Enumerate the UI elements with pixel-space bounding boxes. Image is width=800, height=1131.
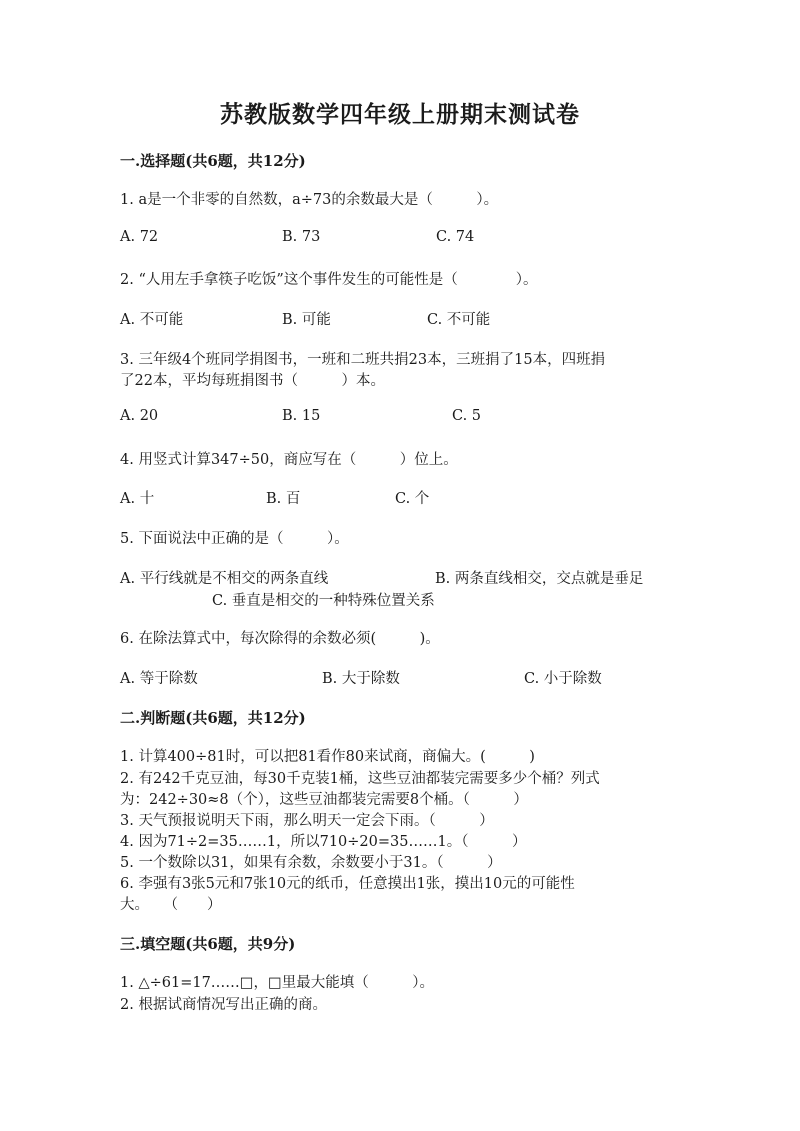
section-heading-true-false: 二.判断题(共6题，共12分) [120,709,306,727]
option-c: C. 74 [436,229,475,245]
option-b: B. 73 [282,229,321,245]
option-a: A. 等于除数 [120,671,198,687]
option-a: A. 72 [120,229,159,245]
option-a: A. 平行线就是不相交的两条直线 [120,571,329,587]
option-b: B. 两条直线相交，交点就是垂足 [435,571,644,587]
statement-line: 5. 一个数除以31，如果有余数，余数要小于31。（ ） [120,855,502,871]
statement-line: 4. 因为71÷2=35……1，所以710÷20=35……1。（ ） [120,834,527,850]
question-stem: 1. a是一个非零的自然数，a÷73的余数最大是（ ）。 [120,192,499,208]
question-stem: 6. 在除法算式中，每次除得的余数必须( )。 [120,631,440,647]
section-heading-fill-blank: 三.填空题(共6题，共9分) [120,935,296,953]
option-c: C. 小于除数 [524,671,602,687]
option-a: A. 20 [120,408,159,424]
question-stem: 2. “人用左手拿筷子吃饭”这个事件发生的可能性是（ ）。 [120,272,538,288]
section-heading-choice: 一.选择题(共6题，共12分) [120,152,306,170]
statement-line: 大。 （ ） [120,897,222,913]
statement-line: 1. 计算400÷81时，可以把81看作80来试商，商偏大。( ) [120,749,535,765]
option-a: A. 十 [120,491,155,507]
statement-line: 6. 李强有3张5元和7张10元的纸币，任意摸出1张，摸出10元的可能性 [120,876,575,892]
fill-blank-line: 1. △÷61=17……□，□里最大能填（ ）。 [120,975,434,991]
option-c: C. 垂直是相交的一种特殊位置关系 [212,593,435,609]
option-b: B. 百 [266,491,301,507]
question-stem: 5. 下面说法中正确的是（ ）。 [120,531,349,547]
statement-line: 为：242÷30≈8（个），这些豆油都装完需要8个桶。（ ） [120,792,528,808]
page-title: 苏教版数学四年级上册期末测试卷 [220,101,580,128]
option-b: B. 大于除数 [322,671,400,687]
question-stem: 3. 三年级4个班同学捐图书，一班和二班共捐23本，三班捐了15本，四班捐 [120,352,606,368]
question-stem: 4. 用竖式计算347÷50，商应写在（ ）位上。 [120,452,458,468]
option-b: B. 15 [282,408,321,424]
statement-line: 2. 有242千克豆油，每30千克装1桶，这些豆油都装完需要多少个桶？列式 [120,771,600,787]
fill-blank-line: 2. 根据试商情况写出正确的商。 [120,997,327,1013]
option-c: C. 个 [395,491,430,507]
option-c: C. 不可能 [427,312,491,328]
option-a: A. 不可能 [120,312,184,328]
option-b: B. 可能 [282,312,331,328]
question-stem-continued: 了22本，平均每班捐图书（ ）本。 [120,373,385,389]
statement-line: 3. 天气预报说明天下雨，那么明天一定会下雨。（ ） [120,813,494,829]
option-c: C. 5 [452,408,482,424]
